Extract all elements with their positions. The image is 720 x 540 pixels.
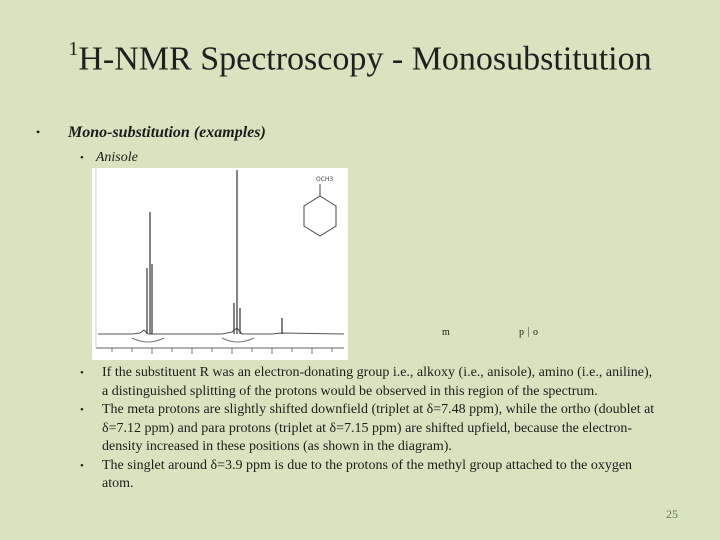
title-text: H-NMR Spectroscopy - Monosubstitution [78, 40, 652, 78]
bullet-sub-text: Anisole [95, 150, 138, 165]
explanation-list [80, 364, 660, 494]
bullet-sub [80, 150, 138, 166]
nmr-spectrum-svg [92, 168, 348, 360]
list-item-text: If the substituent R was an electron-donating group i.e., alkoxy (i.e., anisole), amino (i.e., aniline), a distinguished splitting of the protons would be observed in this region of the spectrum. [102, 365, 653, 399]
list-item-text: The singlet around δ=3.9 ppm is due to the protons of the methyl group attached to the oxygen atom. [102, 457, 633, 491]
spectrum-trace [98, 328, 344, 334]
spectrum-ticks [112, 348, 332, 354]
aromatic-peaks [147, 170, 240, 334]
para-peak-label: p [519, 327, 524, 338]
bullet-dot: • [80, 367, 84, 379]
page-number: 25 [666, 507, 678, 521]
slide-title [0, 40, 720, 78]
integration-curve [222, 338, 254, 342]
anisole-structure [304, 184, 336, 236]
meta-peak-label: m [442, 327, 450, 338]
molecule-label: OCH3 [316, 176, 334, 183]
list-item [80, 401, 660, 457]
nmr-spectrum-image [92, 168, 348, 360]
bullet-main-text: Mono-substitution (examples) [68, 124, 266, 141]
list-item-text: The meta protons are slightly shifted downfield (triplet at δ=7.48 ppm), while the ortho (doublet at δ=7.12 ppm) and para protons (triplet at δ=7.15 ppm) are shifted upfield, because the electron-density increased in these positions (as shown in the diagram). [102, 402, 655, 454]
peak-label-divider [528, 327, 529, 337]
list-item [80, 457, 660, 494]
bullet-dot: • [80, 404, 84, 416]
ortho-peak-label: o [533, 327, 538, 338]
bullet-dot: • [80, 152, 84, 164]
list-item [80, 364, 660, 401]
bullet-dot: • [80, 459, 84, 472]
bullet-dot: • [36, 125, 41, 139]
title-superscript: 1 [68, 38, 79, 60]
integration-curve [132, 338, 164, 342]
